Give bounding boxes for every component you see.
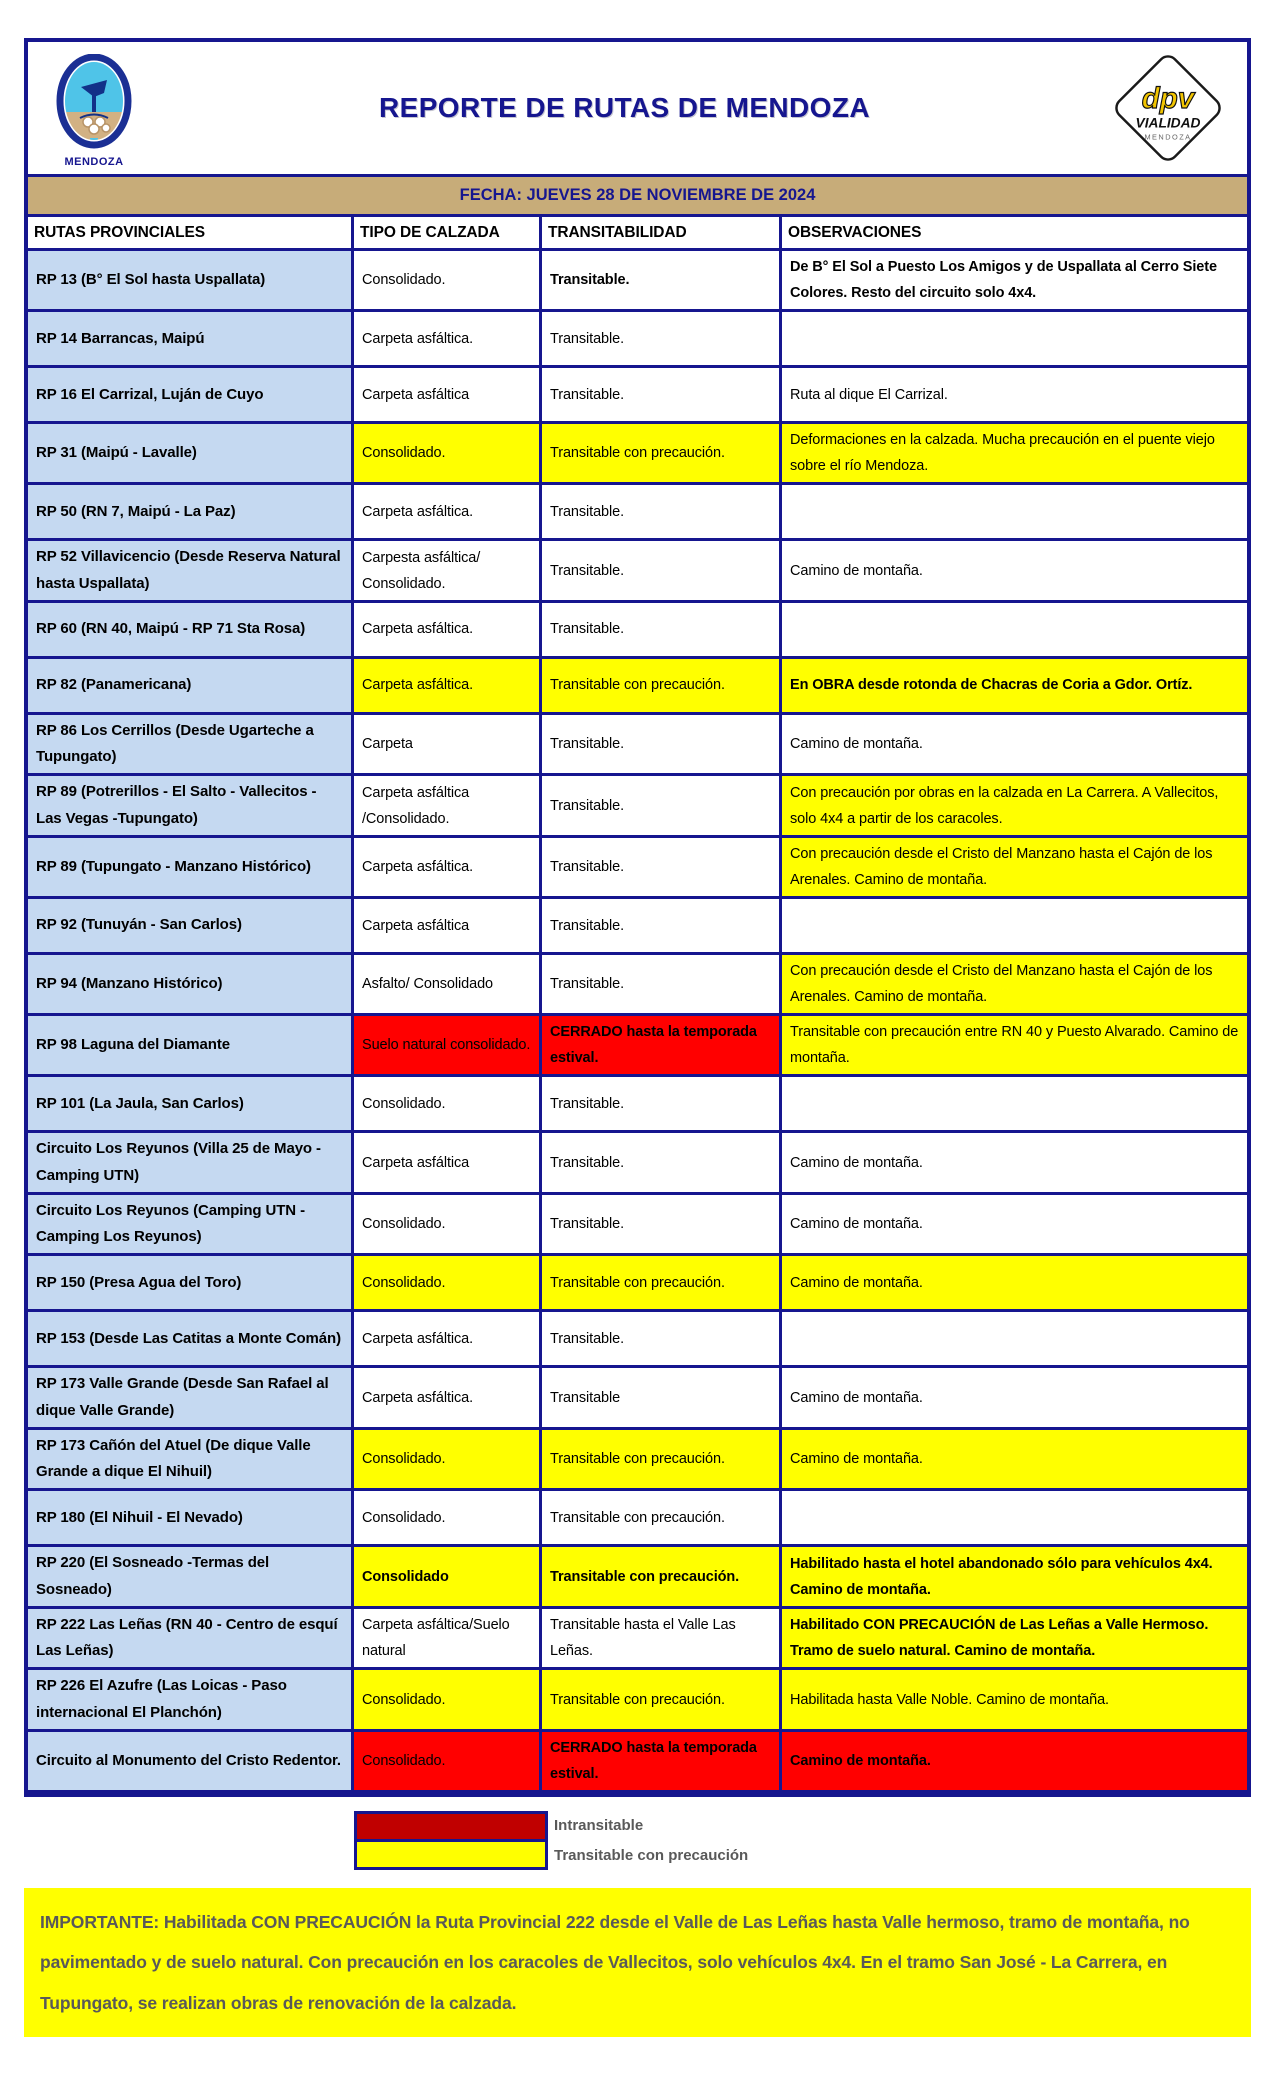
transitabilidad-cell: Transitable.	[542, 899, 782, 955]
observaciones-cell: Con precaución desde el Cristo del Manzano hasta el Cajón de los Arenales. Camino de montaña.	[782, 955, 1247, 1016]
route-name-cell: RP 86 Los Cerrillos (Desde Ugarteche a Tupungato)	[28, 715, 354, 777]
observaciones-cell: Habilitada hasta Valle Noble. Camino de montaña.	[782, 1670, 1247, 1732]
transitabilidad-cell: Transitable hasta el Valle Las Leñas.	[542, 1609, 782, 1671]
mendoza-logo-caption: MENDOZA	[64, 156, 124, 168]
observaciones-cell: Camino de montaña.	[782, 1732, 1247, 1793]
route-name-cell: RP 14 Barrancas, Maipú	[28, 312, 354, 368]
route-name-cell: RP 150 (Presa Agua del Toro)	[28, 1256, 354, 1312]
calzada-cell: Carpeta asfáltica.	[354, 312, 542, 368]
observaciones-cell	[782, 603, 1247, 659]
calzada-cell: Carpeta asfáltica.	[354, 1368, 542, 1430]
observaciones-cell: Deformaciones en la calzada. Mucha precaución en el puente viejo sobre el río Mendoza.	[782, 424, 1247, 485]
observaciones-cell	[782, 312, 1247, 368]
route-name-cell: RP 89 (Tupungato - Manzano Histórico)	[28, 838, 354, 899]
legend-label-precaucion: Transitable con precaución	[554, 1847, 749, 1865]
observaciones-cell: Camino de montaña.	[782, 1430, 1247, 1492]
calzada-cell: Carpeta asfáltica/Suelo natural	[354, 1609, 542, 1671]
observaciones-cell	[782, 1077, 1247, 1133]
route-name-cell: RP 153 (Desde Las Catitas a Monte Comán)	[28, 1312, 354, 1368]
calzada-cell: Suelo natural consolidado.	[354, 1016, 542, 1077]
transitabilidad-cell: Transitable con precaución.	[542, 1430, 782, 1492]
calzada-cell: Carpeta asfáltica.	[354, 1312, 542, 1368]
date-bar: FECHA: JUEVES 28 DE NOVIEMBRE DE 2024	[28, 174, 1247, 217]
calzada-cell: Carpesta asfáltica/ Consolidado.	[354, 541, 542, 603]
calzada-cell: Consolidado.	[354, 1732, 542, 1793]
calzada-cell: Consolidado.	[354, 1077, 542, 1133]
observaciones-cell	[782, 485, 1247, 541]
transitabilidad-cell: Transitable.	[542, 776, 782, 838]
route-name-cell: Circuito Los Reyunos (Camping UTN - Camping Los Reyunos)	[28, 1195, 354, 1257]
calzada-cell: Consolidado.	[354, 1430, 542, 1492]
transitabilidad-cell: Transitable.	[542, 1312, 782, 1368]
transitabilidad-cell: Transitable.	[542, 312, 782, 368]
calzada-cell: Consolidado.	[354, 1195, 542, 1257]
routes-report	[24, 38, 1251, 1797]
route-name-cell: RP 52 Villavicencio (Desde Reserva Natural hasta Uspallata)	[28, 541, 354, 603]
column-header-rutas: RUTAS PROVINCIALES	[28, 217, 354, 251]
transitabilidad-cell: Transitable.	[542, 541, 782, 603]
legend-label-intransitable: Intransitable	[554, 1817, 644, 1835]
route-name-cell: RP 226 El Azufre (Las Loicas - Paso internacional El Planchón)	[28, 1670, 354, 1732]
route-name-cell: RP 180 (El Nihuil - El Nevado)	[28, 1491, 354, 1547]
calzada-cell: Carpeta	[354, 715, 542, 777]
route-name-cell: RP 82 (Panamericana)	[28, 659, 354, 715]
mendoza-logo	[46, 54, 142, 168]
vialidad-line1: VIALIDAD	[1135, 115, 1201, 131]
transitabilidad-cell: Transitable con precaución.	[542, 1491, 782, 1547]
transitabilidad-cell: Transitable.	[542, 368, 782, 424]
observaciones-cell: Con precaución desde el Cristo del Manzano hasta el Cajón de los Arenales. Camino de montaña.	[782, 838, 1247, 899]
legend-labels	[548, 1811, 748, 1870]
routes-table	[28, 217, 1247, 1793]
transitabilidad-cell: Transitable.	[542, 955, 782, 1016]
calzada-cell: Consolidado	[354, 1547, 542, 1609]
observaciones-cell: Con precaución por obras en la calzada en La Carrera. A Vallecitos, solo 4x4 a partir de los caracoles.	[782, 776, 1247, 838]
calzada-cell: Consolidado.	[354, 1256, 542, 1312]
route-name-cell: RP 173 Valle Grande (Desde San Rafael al dique Valle Grande)	[28, 1368, 354, 1430]
route-name-cell: RP 94 (Manzano Histórico)	[28, 955, 354, 1016]
calzada-cell: Carpeta asfáltica	[354, 368, 542, 424]
observaciones-cell: Ruta al dique El Carrizal.	[782, 368, 1247, 424]
calzada-cell: Carpeta asfáltica.	[354, 485, 542, 541]
calzada-cell: Carpeta asfáltica.	[354, 659, 542, 715]
column-header-calzada: TIPO DE CALZADA	[354, 217, 542, 251]
observaciones-cell: En OBRA desde rotonda de Chacras de Coria a Gdor. Ortíz.	[782, 659, 1247, 715]
transitabilidad-cell: CERRADO hasta la temporada estival.	[542, 1732, 782, 1793]
vialidad-line2: MENDOZA	[1144, 132, 1192, 142]
observaciones-cell: Transitable con precaución entre RN 40 y Puesto Alvarado. Camino de montaña.	[782, 1016, 1247, 1077]
transitabilidad-cell: Transitable.	[542, 603, 782, 659]
observaciones-cell: De B° El Sol a Puesto Los Amigos y de Uspallata al Cerro Siete Colores. Resto del circuito solo 4x4.	[782, 251, 1247, 312]
transitabilidad-cell: Transitable con precaución.	[542, 424, 782, 485]
route-name-cell: RP 89 (Potrerillos - El Salto - Vallecitos - Las Vegas -Tupungato)	[28, 776, 354, 838]
transitabilidad-cell: Transitable con precaución.	[542, 1256, 782, 1312]
vialidad-diamond-icon	[1109, 49, 1227, 167]
transitabilidad-cell: Transitable	[542, 1368, 782, 1430]
legend-swatch-intransitable	[357, 1814, 545, 1842]
calzada-cell: Consolidado.	[354, 424, 542, 485]
route-name-cell: RP 98 Laguna del Diamante	[28, 1016, 354, 1077]
vialidad-acronym: dpv	[1141, 82, 1195, 115]
route-name-cell: RP 60 (RN 40, Maipú - RP 71 Sta Rosa)	[28, 603, 354, 659]
transitabilidad-cell: Transitable.	[542, 251, 782, 312]
legend-swatches	[354, 1811, 548, 1870]
route-name-cell: RP 13 (B° El Sol hasta Uspallata)	[28, 251, 354, 312]
observaciones-cell: Camino de montaña.	[782, 1368, 1247, 1430]
route-name-cell: Circuito al Monumento del Cristo Redentor.	[28, 1732, 354, 1793]
route-name-cell: RP 50 (RN 7, Maipú - La Paz)	[28, 485, 354, 541]
calzada-cell: Consolidado.	[354, 1491, 542, 1547]
observaciones-cell: Camino de montaña.	[782, 715, 1247, 777]
transitabilidad-cell: Transitable con precaución.	[542, 1670, 782, 1732]
calzada-cell: Carpeta asfáltica	[354, 1133, 542, 1195]
transitabilidad-cell: Transitable.	[542, 1195, 782, 1257]
route-name-cell: RP 92 (Tunuyán - San Carlos)	[28, 899, 354, 955]
calzada-cell: Consolidado.	[354, 251, 542, 312]
observaciones-cell: Camino de montaña.	[782, 541, 1247, 603]
vialidad-logo	[1107, 49, 1229, 167]
observaciones-cell	[782, 899, 1247, 955]
route-name-cell: RP 16 El Carrizal, Luján de Cuyo	[28, 368, 354, 424]
observaciones-cell	[782, 1312, 1247, 1368]
report-header	[28, 42, 1247, 174]
transitabilidad-cell: Transitable.	[542, 1133, 782, 1195]
column-header-transitabilidad: TRANSITABILIDAD	[542, 217, 782, 251]
observaciones-cell: Habilitado hasta el hotel abandonado sólo para vehículos 4x4. Camino de montaña.	[782, 1547, 1247, 1609]
route-name-cell: RP 173 Cañón del Atuel (De dique Valle Grande a dique El Nihuil)	[28, 1430, 354, 1492]
transitabilidad-cell: CERRADO hasta la temporada estival.	[542, 1016, 782, 1077]
route-name-cell: RP 222 Las Leñas (RN 40 - Centro de esquí Las Leñas)	[28, 1609, 354, 1671]
observaciones-cell: Camino de montaña.	[782, 1256, 1247, 1312]
calzada-cell: Consolidado.	[354, 1670, 542, 1732]
calzada-cell: Carpeta asfáltica /Consolidado.	[354, 776, 542, 838]
transitabilidad-cell: Transitable.	[542, 485, 782, 541]
calzada-cell: Carpeta asfáltica.	[354, 603, 542, 659]
transitabilidad-cell: Transitable.	[542, 715, 782, 777]
route-name-cell: RP 101 (La Jaula, San Carlos)	[28, 1077, 354, 1133]
observaciones-cell	[782, 1491, 1247, 1547]
important-note: IMPORTANTE: Habilitada CON PRECAUCIÓN la Ruta Provincial 222 desde el Valle de Las Leñas hasta Valle hermoso, tramo de montaña, no pavimentado y de suelo natural. Con precaución en los caracoles de Vallecitos, solo vehículos 4x4. En el tramo San José - La Carrera, en Tupungato, se realizan obras de renovación de la calzada.	[24, 1888, 1251, 2037]
page-title: REPORTE DE RUTAS DE MENDOZA	[379, 92, 870, 123]
transitabilidad-cell: Transitable.	[542, 838, 782, 899]
legend	[354, 1811, 1251, 1870]
transitabilidad-cell: Transitable con precaución.	[542, 1547, 782, 1609]
transitabilidad-cell: Transitable con precaución.	[542, 659, 782, 715]
calzada-cell: Carpeta asfáltica.	[354, 838, 542, 899]
route-name-cell: RP 220 (El Sosneado -Termas del Sosneado)	[28, 1547, 354, 1609]
mendoza-shield-icon	[54, 54, 134, 154]
observaciones-cell: Camino de montaña.	[782, 1195, 1247, 1257]
calzada-cell: Asfalto/ Consolidado	[354, 955, 542, 1016]
observaciones-cell: Habilitado CON PRECAUCIÓN de Las Leñas a Valle Hermoso. Tramo de suelo natural. Camino de montaña.	[782, 1609, 1247, 1671]
column-header-observaciones: OBSERVACIONES	[782, 217, 1247, 251]
observaciones-cell: Camino de montaña.	[782, 1133, 1247, 1195]
legend-swatch-precaucion	[357, 1842, 545, 1867]
route-name-cell: RP 31 (Maipú - Lavalle)	[28, 424, 354, 485]
calzada-cell: Carpeta asfáltica	[354, 899, 542, 955]
transitabilidad-cell: Transitable.	[542, 1077, 782, 1133]
route-name-cell: Circuito Los Reyunos (Villa 25 de Mayo - Camping UTN)	[28, 1133, 354, 1195]
